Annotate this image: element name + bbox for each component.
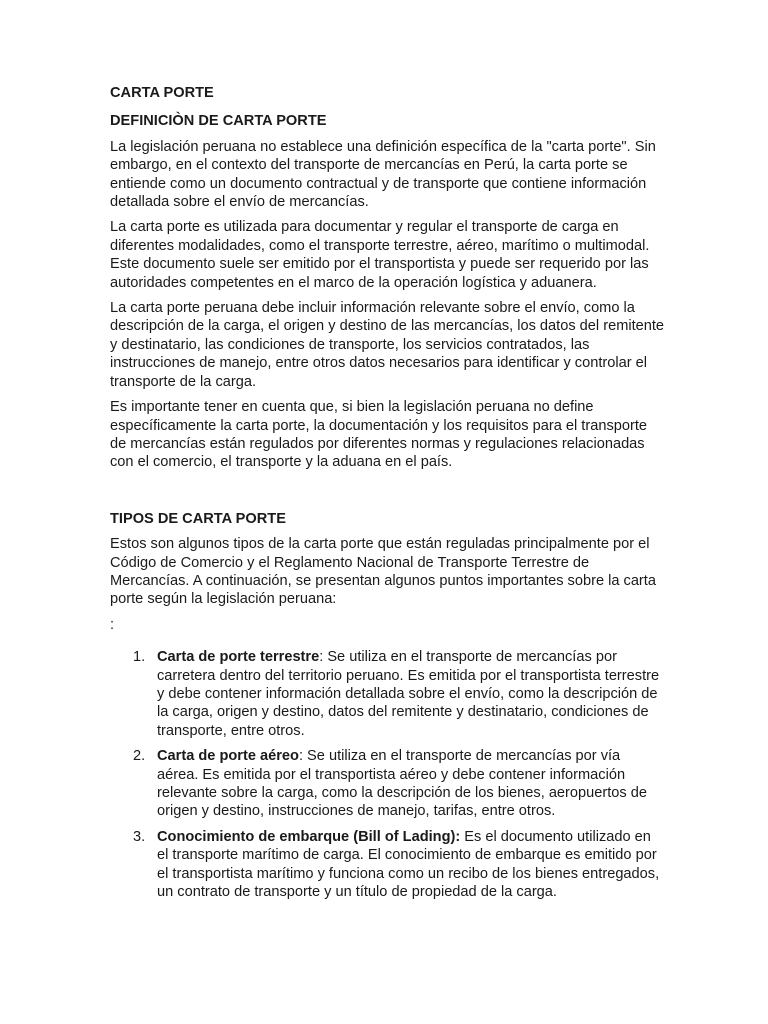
definition-paragraph-3: La carta porte peruana debe incluir información relevante sobre el envío, como la descripción de la carga, el origen y destino de las mercancías, los datos del remitente y destinatario, las condiciones de transporte, los servicios contratados, las instrucciones de manejo, entre otros datos necesarios para identificar y controlar el transporte de la carga. (110, 300, 665, 390)
list-item-number: 1. (133, 649, 146, 666)
list-item-number: 3. (133, 828, 146, 845)
list-item-term: Carta de porte terrestre (157, 649, 320, 666)
list-item-text: : Se utiliza en el transporte de mercancías por carretera dentro del territorio peruano. Es emitida por el transportista terrestre y debe contener información detallada sobre el envío, como la descripción de la carga, origen y destino, datos del remitente y destinatario, condiciones de transporte, entre otros. (157, 649, 660, 739)
definition-paragraph-4: Es importante tener en cuenta que, si bien la legislación peruana no define específicamente la carta porte, la documentación y los requisitos para el transporte de mercancías están regulados por diferentes normas y regulaciones relacionadas con el comercio, el transporte y la aduana en el país. (110, 399, 648, 471)
definition-heading: DEFINICIÒN DE CARTA PORTE (110, 113, 327, 130)
types-list (110, 648, 665, 901)
list-item (110, 747, 665, 821)
list-item-text: Es el documento utilizado en el transporte marítimo de carga. El conocimiento de embarque es emitido por el transportista marítimo y funciona como un recibo de los bienes entregados, un contrato de transporte y un título de propiedad de la carga. (157, 828, 660, 901)
list-item-term: Carta de porte aéreo (157, 748, 299, 765)
types-intro-paragraph: Estos son algunos tipos de la carta porte que están reguladas principalmente por el Código de Comercio y el Reglamento Nacional de Transporte Terrestre de Mercancías. A continuación, se presentan algunos puntos importantes sobre la carta porte según la legislación peruana: (110, 536, 656, 608)
list-item-text: : Se utiliza en el transporte de mercancías por vía aérea. Es emitida por el transportista aéreo y debe contener información relevante sobre la carga, como la descripción de los bienes, aeropuertos de origen y destino, instrucciones de manejo, tarifas, entre otros. (157, 748, 647, 820)
list-item-number: 2. (133, 748, 146, 765)
list-item (110, 828, 665, 902)
document-title: CARTA PORTE (110, 85, 214, 101)
types-heading: TIPOS DE CARTA PORTE (110, 510, 286, 527)
definition-paragraph-2: La carta porte es utilizada para documentar y regular el transporte de carga en diferentes modalidades, como el transporte terrestre, aéreo, marítimo o multimodal. Este documento suele ser emitido por el transportista y puede ser requerido por las autoridades competentes en el marco de la operación logística y aduanera. (110, 219, 650, 291)
list-item-term: Conocimiento de embarque (Bill of Lading): (157, 828, 461, 845)
definition-paragraph-1: La legislación peruana no establece una definición específica de la "carta porte". Sin embargo, en el contexto del transporte de mercancías en Perú, la carta porte se entiende como un documento contractual y de transporte que contiene información detallada sobre el envío de mercancías. (110, 138, 656, 211)
document-page (110, 84, 665, 908)
list-item (110, 648, 665, 740)
colon-line: : (110, 616, 115, 633)
